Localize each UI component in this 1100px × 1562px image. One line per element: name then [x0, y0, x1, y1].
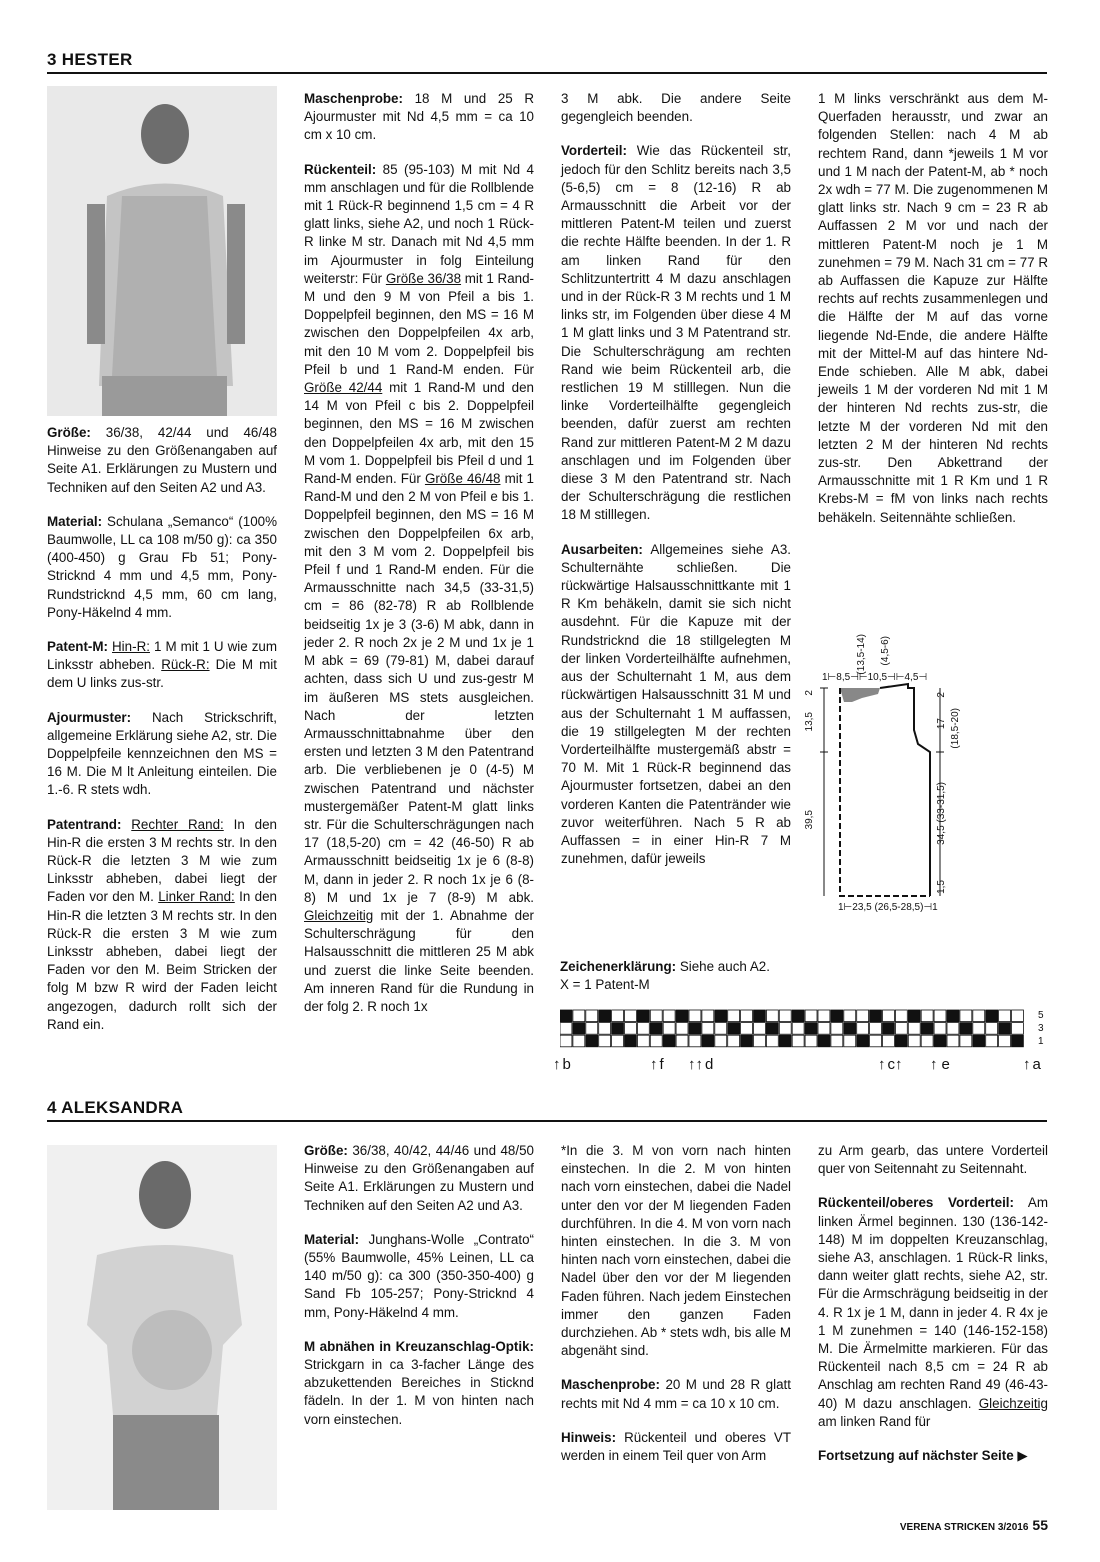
size-text: , 40/42, 44/46 und 48/50 Hinweise zu den Größenangaben auf Seite A1. Erklärungen zu Mustern und Techniken auf den Seiten A2 und A3. [304, 1143, 534, 1213]
patent-text-1: 1 M mit 1 U wie zum Linksstr abheben. [47, 639, 277, 673]
section-rule [47, 72, 1047, 74]
chart-cell [560, 1010, 572, 1022]
ausarbeiten-paragraph [561, 541, 791, 869]
chart-cell [689, 1010, 701, 1022]
section-header-aleksandra [47, 1098, 1047, 1122]
ajour-text: Nach Strickschrift, allgemeine Erklärung siehe A2, str. Die Doppelpfeile kennzeichnen den MS = 16 M. Die M lt Anleitung einteilen. Die 1.-6. R stets wdh. [47, 709, 277, 798]
chart-cell [831, 1010, 843, 1022]
dim-top-3: 1⊢8,5⊣⊢10,5⊣⊢4,5⊣ [822, 672, 928, 683]
chart-cell [612, 1010, 624, 1022]
chart-cell [676, 1010, 688, 1022]
chart-cell [702, 1035, 714, 1047]
chart-cell [599, 1035, 611, 1047]
rand-left: Linker Rand: [158, 889, 235, 905]
cont-paragraph: 3 M abk. Die andere Seite gegengleich beenden. [561, 91, 791, 125]
arrow-b: ↑ b [553, 1056, 571, 1073]
model-photo-hester [47, 86, 277, 416]
chart-cell [908, 1035, 920, 1047]
aleksandra-column-3 [561, 1142, 791, 1481]
chart-arrows [553, 1056, 1053, 1076]
page-number: 55 [1032, 1517, 1048, 1533]
hinweis-text: Rückenteil und oberes VT werden in einem Teil quer von Arm [561, 1429, 791, 1464]
cont-paragraph: zu Arm gearb, das untere Vorderteil quer von Seitennaht zu Seitennaht. [818, 1143, 1048, 1177]
vorderteil-paragraph [561, 142, 791, 524]
chart-cell [625, 1023, 637, 1035]
aleksandra-column-2 [304, 1142, 534, 1445]
probe-paragraph [304, 90, 534, 145]
chart-cell [663, 1035, 675, 1047]
aus-text: Allgemeines siehe A3. Schulternähte schließen. Die rückwärtige Halsausschnittkante mit 1 R Km behäkeln, damit sie sich nicht ausdehnt. Für die Kapuze mit der Rundstricknd die 18 stillgelegten M der linken Vorderteilhälfte aufnehmen, aus der Schulternaht 1 M, aus dem rückwärtigen Halsausschnitt 31 M und aus der Schulternaht 1 M auffassen, die 19 stillgelegten M der rechten Vorderteilhälfte mustergemäß abstr = 70 M. Mit 1 Rück-R beginnend das Ajourmuster fortsetzen, dabei an den vorderen Kanten die Patentränder wie zuvor weiterführen. Nach 5 R ab Auffassen = in einer Hin-R 7 M zunehmen, dafür jeweils [561, 541, 791, 867]
chart-cell [973, 1010, 985, 1022]
chart-cell [883, 1010, 895, 1022]
chart-cell [831, 1023, 843, 1035]
material-text: Schulana „Semanco“ (100% Baumwolle, LL ca 108 m/50 g): ca 350 (400-450) g Grau Fb 51; Pony-Stricknd 4 mm und 4,5 mm, Pony-Rundstricknd 4,5 mm, 60 cm lang, Pony-Häkelnd 4 mm. [47, 513, 277, 620]
patent-hin: Hin-R: [112, 639, 150, 655]
kreuz-text: Strickgarn in ca 3-facher Länge des abzukettenden Bereiches in Sticknd fädeln. In der 1. M von hinten nach vorn einstechen. [304, 1357, 534, 1427]
legend [560, 958, 800, 994]
chart-cell [779, 1035, 791, 1047]
chart-cell [960, 1023, 972, 1035]
dim-right-5: 1,5 [936, 880, 947, 894]
material-label: Material: [47, 513, 103, 529]
legend-x: X = 1 Patent-M [560, 977, 650, 993]
arrow-label: c [887, 1056, 895, 1073]
chart-cell [728, 1010, 740, 1022]
rand-text-1: In den Hin-R die ersten 3 M rechts str. In den Rück-R die letzten 3 M wie zum Linksstr abheben, dabei liegt der Faden vor den M. [47, 816, 277, 905]
rueck-text-4: mit 1 Rand-M und den 2 M von Pfeil e bis 1. Doppelpfeil beginnen, den MS = 16 M zwischen den Doppelpfeilen 6x arb, mit den 3 M vom 2. Doppelpfeil bis Pfeil f und 1 Rand-M enden. Für die Armausschnitte nach 34,5 (33-31,5) cm = 86 (82-78) R ab Rollblende beidseitig 1x je 3 (3-6) M abk, dann in jeder 2. R noch 2x je 2 M und 1x je 1 M abk = 69 (79-81) M, dabei darauf achten, dass sich U und zus-gestr M im äußeren MS stets ausgleichen. Nach der letzten Armausschnittabnahme über den ersten und letzten 3 M den Patentrand arb. Die verbliebenen je 0 (4-5) M zwischen Patentrand und nächster mustergemäßer Patent-M glatt links str. Für die Schulterschrägungen nach 17 (18,5-20) cm = 42 (46-50) R ab Armausschnitt beidseitig 1x je 6 (8-8) M, dann in jeder 2. R noch 1x je 6 (8-8) M und 1x je 7 (8-9) M abk. [304, 471, 534, 905]
rueck-text-1: 85 (95-103) M mit Nd 4 mm anschlagen und für die Rollblende mit 1 Rück-R beginnend 1,5 cm = 4 R glatt links, siehe A2, und noch 1 Rück-R linke M str. Danach mit Nd 4,5 mm im Ajourmuster in folg Einteilung weiterstr: Für [304, 161, 534, 286]
chart-row-labels [1038, 1009, 1044, 1048]
material-label: Material: [304, 1231, 360, 1247]
rueckenteil-paragraph [818, 1194, 1048, 1431]
chart-cell [857, 1035, 869, 1047]
gleichzeitig: Gleichzeitig [978, 1395, 1048, 1411]
chart-cell [637, 1010, 649, 1022]
dim-right-2: (18,5-20) [950, 708, 961, 749]
arrow-label: f [659, 1056, 664, 1073]
row-label: 5 [1038, 1010, 1044, 1021]
chart-cell [741, 1010, 753, 1022]
section-title: 4 ALEKSANDRA [47, 1098, 184, 1117]
arrow-label: d [705, 1056, 714, 1073]
chart-cell [650, 1035, 662, 1047]
chart-cell [741, 1035, 753, 1047]
chart-cell [921, 1023, 933, 1035]
chart-cell [676, 1035, 688, 1047]
chart-cell [586, 1010, 598, 1022]
chart-cell [947, 1035, 959, 1047]
chart-cell [818, 1010, 830, 1022]
chart-cell [715, 1010, 727, 1022]
arrow-label: b [562, 1056, 571, 1073]
rueck-label: Rückenteil/oberes Vorderteil: [818, 1195, 1014, 1211]
model-photo-aleksandra [47, 1145, 277, 1510]
hinweis-paragraph [561, 1429, 791, 1465]
chart-cell [831, 1035, 843, 1047]
arrow-f: ↑ f [650, 1056, 664, 1073]
chart-cell [844, 1010, 856, 1022]
chart-cell [573, 1035, 585, 1047]
magazine-name: VERENA STRICKEN 3/2016 [899, 1522, 1029, 1533]
chart-cell [663, 1010, 675, 1022]
size-value: 36/38 [352, 1143, 386, 1158]
chart-cell [1012, 1023, 1024, 1035]
chart-cell [792, 1023, 804, 1035]
vorder-label: Vorderteil: [561, 143, 627, 159]
chart-cell [560, 1035, 572, 1047]
patentrand-paragraph [47, 816, 277, 1034]
size-paragraph [47, 424, 277, 497]
chart-cell [805, 1010, 817, 1022]
chart-cell [908, 1023, 920, 1035]
chart-cell [986, 1010, 998, 1022]
hester-column-3 [561, 90, 791, 884]
chart-cell [1012, 1035, 1024, 1047]
dim-right-3: 2 [936, 692, 947, 698]
aleksandra-column-4 [818, 1142, 1048, 1481]
size-link-1: Größe 36/38 [385, 270, 462, 286]
dim-top-1: (13,5-14) [856, 634, 867, 675]
rand-text-2: In den Hin-R die letzten 3 M rechts str. In den Rück-R die ersten 3 M wie zum Linksstr abheben, dabei liegt der Faden vor den M. Beim Stricken der folg M bzw R wird der Faden leicht angezogen, dadurch rollt sich der Rand ein. [47, 889, 277, 1032]
dim-bottom: 1⊢23,5 (26,5-28,5)⊣1 [838, 902, 938, 913]
chart-cell [586, 1023, 598, 1035]
chart-cell [766, 1010, 778, 1022]
gleichzeitig: Gleichzeitig [304, 907, 374, 923]
size-value: 36/38 [105, 425, 140, 440]
chart-cell [612, 1023, 624, 1035]
chart-cell [934, 1035, 946, 1047]
section-title: 3 HESTER [47, 50, 133, 69]
chart-cell [779, 1010, 791, 1022]
arrow-e: ↑ e [930, 1056, 950, 1073]
page-footer [900, 1517, 1048, 1533]
chart-cell [754, 1035, 766, 1047]
row-label: 3 [1038, 1023, 1044, 1034]
size-link-2: Größe 42/44 [304, 380, 383, 396]
size-paragraph [304, 1142, 534, 1215]
patent-paragraph [47, 638, 277, 693]
vorder-text: Wie das Rückenteil str, jedoch für den Schlitz bereits nach 3,5 (5-6,5) cm = 8 (12-16) R ab Armausschnitt die Arbeit vor der mittleren Patent-M teilen und zuerst die rechte Hälfte beenden. In der 1. R am linken Rand für den Schlitzuntertritt 4 M dazu anschlagen und in der Rück-R 3 M rechts und 1 M links str, im Folgenden über diese 4 M 1 M glatt links und 3 M Patentrand str. Die Schulterschrägung am rechten Rand wie beim Rückenteil arb, die restlichen 19 M stilllegen. Nun die linke Vorderteilhälfte gegengleich beenden, dafür zuerst am rechten Rand zur mittleren Patent-M 2 M dazu anschlagen und im Folgenden über diese 3 M den Patentrand str. Nach der Schulterschrägung die restlichen 18 M stilllegen. [561, 143, 791, 523]
chart-cell [612, 1035, 624, 1047]
chart-cell [883, 1035, 895, 1047]
arrow-label: a [1032, 1056, 1041, 1073]
legend-label: Zeichenerklärung: [560, 959, 677, 974]
chart-cell [573, 1010, 585, 1022]
chart-cell [960, 1010, 972, 1022]
stitch-grid [560, 1009, 1025, 1049]
photo-illustration [47, 86, 277, 416]
col4-paragraph: 1 M links verschränkt aus dem M-Querfaden herausstr, und zwar an folgenden Stellen: nach 4 M ab rechtem Rand, dann *jeweils 1 M vor und 1 M nach der Patent-M, ab * noch 2x wdh = 77 M. Die zugenommenen M glatt links str. Nach 9 cm = 23 R ab Auffassen 2 M vor und nach der mittleren Patent-M noch je 1 M zunehmen = 79 M. Nach 31 cm = 77 R ab Auffassen die Kapuze zur Hälfte rechts auf rechts zusammenlegen und die Hälfte der M auf das vorne liegende Nd-Ende, die andere Hälfte mit der Mittel-M auf das hintere Nd-Ende schieben. Alle M abk, dabei jeweils 1 M der vorderen Nd mit 1 M der hinteren Nd rechts zus-str, die letzte M der vorderen Nd mit den letzten 2 M der hinteren Nd rechts zus-str. Den Abkettrand der Armausschnitte mit 1 R Km und 1 R Krebs-M = fM von links nach rechts behäkeln. Seitennähte schließen. [818, 91, 1048, 525]
chart-cell [857, 1023, 869, 1035]
chart-cell [934, 1023, 946, 1035]
chart-cell [973, 1023, 985, 1035]
continued-note: Fortsetzung auf nächster Seite ▶ [818, 1448, 1028, 1464]
chart-cell [650, 1023, 662, 1035]
chart-cell [792, 1010, 804, 1022]
chart-cell [573, 1023, 585, 1035]
section-rule [47, 1120, 1047, 1122]
schematic-diagram [800, 620, 970, 920]
chart-cell [999, 1035, 1011, 1047]
chart-cell [921, 1035, 933, 1047]
chart-cell [728, 1023, 740, 1035]
photo-illustration [47, 1145, 277, 1510]
chart-cell [637, 1023, 649, 1035]
ajour-label: Ajourmuster: [47, 709, 132, 725]
stitch-chart [560, 1009, 1044, 1054]
chart-cell [999, 1010, 1011, 1022]
chart-cell [599, 1010, 611, 1022]
material-paragraph [47, 513, 277, 622]
chart-cell [702, 1010, 714, 1022]
chart-cell [766, 1035, 778, 1047]
size-text: , 42/44 und 46/48 Hinweise zu den Größenangaben auf Seite A1. Erklärungen zu Mustern und Techniken auf den Seiten A2 und A3. [47, 425, 277, 495]
aus-label: Ausarbeiten: [561, 541, 643, 557]
dim-left-2: 2 [804, 690, 815, 696]
patent-text-2: Die M mit dem U links zus-str. [47, 657, 277, 691]
chart-cell [676, 1023, 688, 1035]
chart-cell [754, 1010, 766, 1022]
patent-rueck: Rück-R: [161, 657, 210, 673]
chart-cell [895, 1010, 907, 1022]
patent-label: Patent-M: [47, 639, 108, 655]
chart-cell [960, 1035, 972, 1047]
material-paragraph [304, 1231, 534, 1322]
chart-cell [1012, 1010, 1024, 1022]
chart-cell [715, 1023, 727, 1035]
chart-cell [715, 1035, 727, 1047]
chart-cell [741, 1023, 753, 1035]
dim-left-1: 13,5 [804, 712, 815, 732]
probe-label: Maschenprobe: [304, 91, 403, 106]
chart-cell [663, 1023, 675, 1035]
chart-cell [805, 1023, 817, 1035]
rueck-text-2: am linken Rand für [818, 1413, 931, 1429]
chart-cell [818, 1023, 830, 1035]
arrow-label: e [941, 1056, 950, 1073]
chart-cell [702, 1023, 714, 1035]
chart-cell [689, 1035, 701, 1047]
kreuz-label: M abnähen in Kreuzanschlag-Optik: [304, 1338, 534, 1354]
chart-cell [689, 1023, 701, 1035]
chart-cell [560, 1023, 572, 1035]
dim-right-1: 17 [936, 718, 947, 730]
chart-cell [870, 1010, 882, 1022]
chart-cell [934, 1010, 946, 1022]
rueck-text-3: mit 1 Rand-M und den 14 M von Pfeil c bis 2. Doppelpfeil beginnen, den MS = 16 M zwischen den Doppelpfeilen 4x arb, mit den 15 M vom 1. Doppelpfeil bis Pfeil d und 1 Rand-M enden. Für [304, 380, 534, 487]
chart-cell [986, 1023, 998, 1035]
rand-right: Rechter Rand: [131, 816, 224, 832]
probe-label: Maschenprobe: [561, 1377, 660, 1393]
chart-cell [883, 1023, 895, 1035]
row-label: 1 [1038, 1036, 1044, 1047]
hester-column-1 [47, 424, 277, 1050]
chart-cell [947, 1023, 959, 1035]
chart-cell [895, 1035, 907, 1047]
hinweis-label: Hinweis: [561, 1429, 617, 1445]
chart-cell [973, 1035, 985, 1047]
hester-column-2 [304, 90, 534, 1032]
chart-cell [728, 1035, 740, 1047]
rueck-text: Am linken Ärmel beginnen. 130 (136-142-148) M im doppelten Kreuzanschlag, siehe A3, anschlagen. 1 Rück-R links, dann weiter glatt rechts, siehe A2, str. Für die Armschrägung beidseitig in der 4. R 1x je 1 M, dann in jeder 4. R 4x je 1 M zunehmen = 140 (146-152-158) M. Die Ärmelmitte markieren. Für das Rückenteil nach 8,5 cm = 24 R ab Anschlag am rechten Rand 49 (46-43-40) M dazu anschlagen. [818, 1195, 1048, 1411]
chart-cell [586, 1035, 598, 1047]
chart-cell [599, 1023, 611, 1035]
dim-right-4: 34,5 (33-31,5) [936, 782, 947, 845]
legend-text: Siehe auch A2. [679, 959, 770, 974]
dim-left-3: 39,5 [804, 810, 815, 830]
material-text: Junghans-Wolle „Contrato“ (55% Baumwolle, 45% Leinen, LL ca 140 m/50 g): ca 300 (350-350-400) g Sand Fb 105-257; Pony-Stricknd 4 mm, Pony-Häkelnd 4 mm. [304, 1231, 534, 1320]
chart-cell [870, 1035, 882, 1047]
chart-cell [895, 1023, 907, 1035]
probe-text: 20 M und 28 R glatt rechts mit Nd 4 mm = ca 10 x 10 cm. [561, 1377, 791, 1411]
chart-cell [754, 1023, 766, 1035]
size-label: Größe: [47, 425, 91, 440]
arrow-d: ↑↑ d [688, 1056, 714, 1073]
chart-cell [766, 1023, 778, 1035]
chart-cell [947, 1010, 959, 1022]
chart-cell [857, 1010, 869, 1022]
section-header-hester [47, 50, 1047, 74]
hester-column-4 [818, 90, 1048, 543]
chart-cell [844, 1035, 856, 1047]
chart-cell [999, 1023, 1011, 1035]
chart-cell [805, 1035, 817, 1047]
kreuz-paragraph [304, 1338, 534, 1429]
rueckenteil-paragraph [304, 161, 534, 1017]
chart-cell [637, 1035, 649, 1047]
chart-cell [779, 1023, 791, 1035]
chart-cell [870, 1023, 882, 1035]
probe-text: 18 M und 25 R Ajourmuster mit Nd 4,5 mm = ca 10 cm x 10 cm. [304, 91, 534, 143]
rueck-text-2: mit 1 Rand-M und den 9 M von Pfeil a bis 1. Doppelpfeil beginnen, den MS = 16 M zwischen den Doppelpfeilen 4x arb, mit den 10 M vom 2. Doppelpfeil bis Pfeil b und 1 Rand-M enden. Für [304, 270, 534, 377]
size-link-3: Größe 46/48 [424, 471, 501, 487]
chart-cell [844, 1023, 856, 1035]
chart-cell [625, 1010, 637, 1022]
chart-cell [986, 1035, 998, 1047]
chart-cell [908, 1010, 920, 1022]
chart-cell [625, 1035, 637, 1047]
arrow-a: ↑ a [1023, 1056, 1041, 1073]
rueck-label: Rückenteil: [304, 161, 377, 177]
size-label: Größe: [304, 1143, 348, 1158]
chart-cell [792, 1035, 804, 1047]
chart-cell [650, 1010, 662, 1022]
dim-top-2: (4,5-6) [880, 636, 891, 666]
rueck-text-5: mit der 1. Abnahme der Schulterschrägung für den Halsausschnitt die mittleren 25 M abk und zuerst die linke Seite beenden. Am inneren Rand für die Rundung in der folg 2. R noch 1x [304, 907, 534, 1014]
rand-label: Patentrand: [47, 816, 122, 832]
chart-cell [818, 1035, 830, 1047]
chart-cell [921, 1010, 933, 1022]
kreuz-cont-paragraph: *In die 3. M von vorn nach hinten einstechen. In die 2. M von hinten nach vorn einstechen, dabei die Nadel unter den vor der M liegenden Faden durchführen. In die 4. M von vorn nach hinten einstechen. In die 3. M von hinten nach vorn einstechen, dabei die Nadel über den vor der M liegenden Faden führen. Nach jedem Einstechen immer den ganzen Faden durchziehen. Ab * stets wdh, bis alle M abgenäht sind. [561, 1143, 791, 1359]
ajour-paragraph [47, 709, 277, 800]
probe-paragraph [561, 1376, 791, 1412]
arrow-c: ↑ c↑ [878, 1056, 903, 1073]
